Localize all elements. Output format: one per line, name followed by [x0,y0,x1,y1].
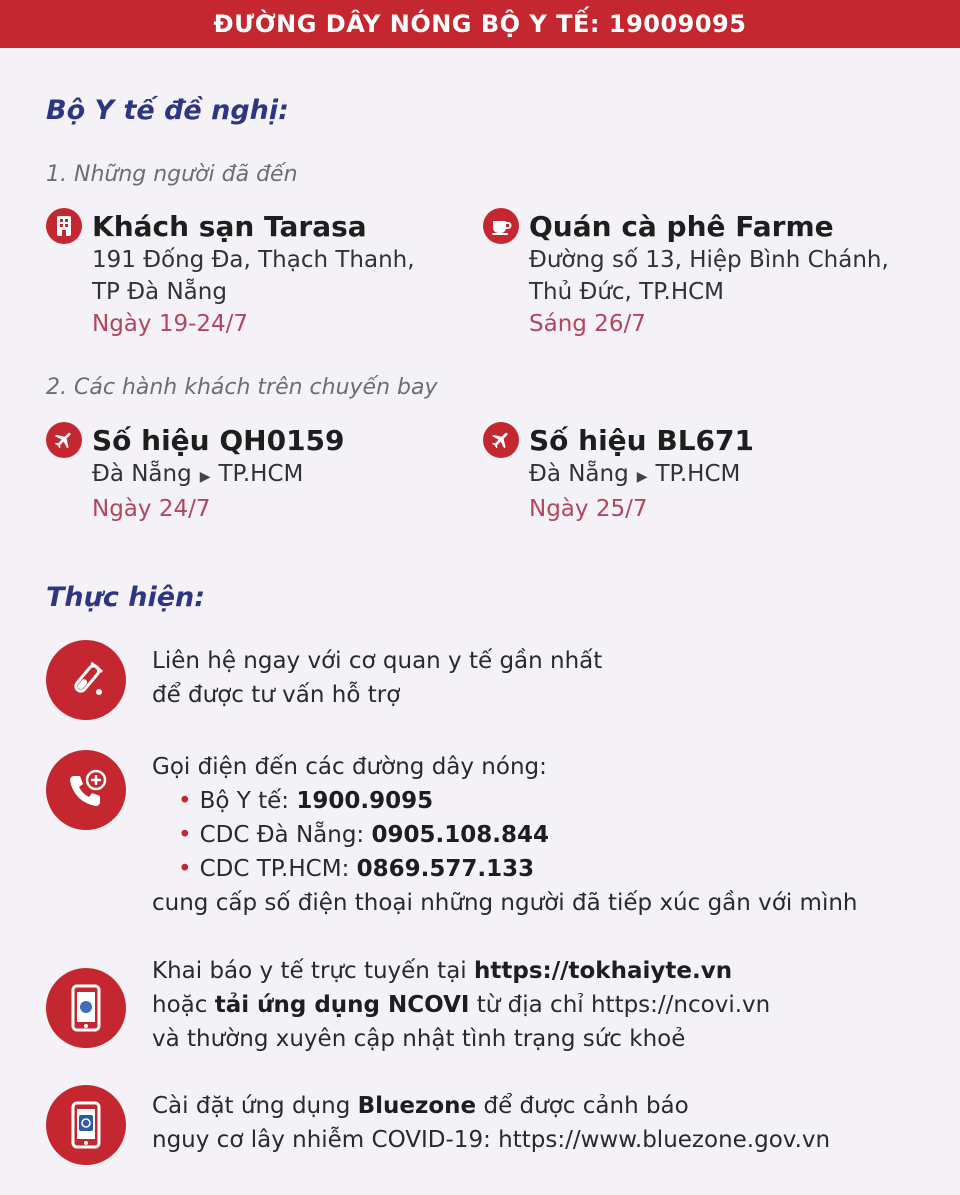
hotline-item: • CDC Đà Nẵng: 0905.108.844 [178,822,549,848]
place-address-line: Đường số 13, Hiệp Bình Chánh, [529,247,889,273]
route-to: TP.HCM [655,461,741,487]
route-from: Đà Nẵng [529,461,629,487]
hotline-intro: Gọi điện đến các đường dây nóng: [152,754,547,780]
actions-title: Thực hiện: [46,582,206,613]
bluezone-phone-icon [46,1085,126,1165]
route-from: Đà Nẵng [92,461,192,487]
hotline-label: Bộ Y tế: [199,788,297,814]
action-text-line: và thường xuyên cập nhật tình trạng sức khoẻ [152,1026,686,1052]
hotline-banner: ĐƯỜNG DÂY NÓNG BỘ Y TẾ: 19009095 [0,0,960,48]
hotline-outro: cung cấp số điện thoại những người đã tiếp xúc gần với mình [152,890,858,916]
action-text-line: Khai báo y tế trực tuyến tại https://tokhaiyte.vn [152,958,733,984]
hotline-number: 1900.9095 [296,788,434,814]
mobile-phone-icon [46,968,126,1048]
place-date: Ngày 19-24/7 [92,311,249,337]
place-hotel [92,208,415,340]
flight-route [92,458,345,493]
arrow-right-icon: ▶ [636,469,648,485]
place-name: Khách sạn Tarasa [92,209,367,243]
action-text-line: hoặc tải ứng dụng NCOVI từ địa chỉ https://ncovi.vn [152,992,771,1018]
route-to: TP.HCM [218,461,304,487]
phone-medical-icon [46,750,126,830]
place-address-line: 191 Đống Đa, Thạch Thanh, [92,247,415,273]
hotline-number: 0905.108.844 [371,822,549,848]
tokhaiyte-link: https://tokhaiyte.vn [474,958,733,984]
flight-route [529,458,754,493]
action-text-line: nguy cơ lây nhiễm COVID-19: https://www.bluezone.gov.vn [152,1127,831,1153]
hotline-item: • CDC TP.HCM: 0869.577.133 [178,856,535,882]
action-bluezone [46,1085,830,1165]
action-declare [46,958,771,1056]
bluezone-app: Bluezone [357,1093,477,1119]
hotline-label: CDC TP.HCM: [199,856,357,882]
hotline-item: • Bộ Y tế: 1900.9095 [178,788,434,814]
hotline-number: 0869.577.133 [356,856,535,882]
ncovi-app: tải ứng dụng NCOVI [214,992,470,1018]
airplane-icon [483,422,519,458]
place-address-line: TP Đà Nẵng [92,279,227,305]
place-cafe [529,208,889,340]
place-name: Quán cà phê Farme [529,209,834,243]
action-text-line: để được tư vấn hỗ trợ [152,682,401,708]
action-hotlines [46,750,858,920]
hotline-label: CDC Đà Nẵng: [199,822,372,848]
recommend-title: Bộ Y tế đề nghị: [46,95,289,126]
flight-date: Ngày 24/7 [92,496,211,522]
group1-label: 1. Những người đã đến [46,162,298,187]
flight-number: Số hiệu BL671 [529,423,754,457]
test-tube-icon [46,640,126,720]
hotel-icon [46,208,82,244]
flight-bl671 [529,422,754,525]
place-date: Sáng 26/7 [529,311,646,337]
place-address-line: Thủ Đức, TP.HCM [529,279,725,305]
flight-number: Số hiệu QH0159 [92,423,345,457]
group2-label: 2. Các hành khách trên chuyến bay [46,375,438,400]
flight-qh0159 [92,422,345,525]
flight-date: Ngày 25/7 [529,496,648,522]
airplane-icon [46,422,82,458]
action-text-line: Cài đặt ứng dụng Bluezone để được cảnh báo [152,1093,689,1119]
action-text-line: Liên hệ ngay với cơ quan y tế gần nhất [152,648,603,674]
arrow-right-icon: ▶ [199,469,211,485]
action-contact [46,640,602,720]
coffee-cup-icon [483,208,519,244]
